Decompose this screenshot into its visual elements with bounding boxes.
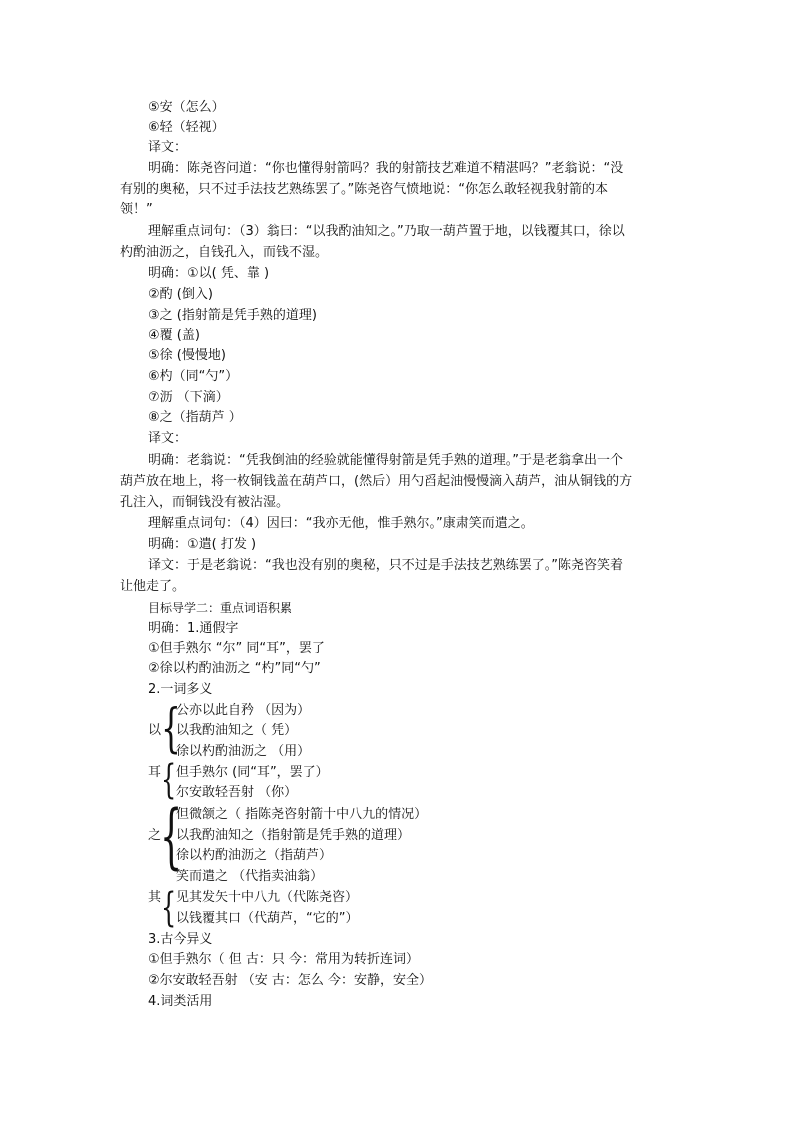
polysemy-item: 但手熟尔 (同“耳”，罢了） [176, 765, 329, 780]
polysemy-char: 耳 [148, 765, 162, 780]
text-line: ②徐以杓酌油沥之 “杓”同“勺” [148, 661, 321, 676]
text-line: 译文：于是老翁说：“我也没有别的奥秘，只不过是手法技艺熟练罢了。”陈尧咨笑着 [148, 558, 623, 573]
polysemy-item: 笑而遣之 （代指卖油翁） [176, 869, 324, 884]
text-line: ②尔安敢轻吾射 （安 古：怎么 今：安静，安全） [148, 973, 433, 988]
text-line: 4.词类活用 [148, 994, 213, 1009]
polysemy-item: 尔安敢轻吾射 （你） [176, 785, 298, 800]
text-line: ②酌 (倒入) [148, 287, 213, 302]
polysemy-item: 以钱覆其口（代葫芦，“它的”） [176, 911, 359, 926]
text-line: 明确：陈尧咨问道：“你也懂得射箭吗？我的射箭技艺难道不精湛吗？”老翁说：“没 [148, 161, 624, 176]
polysemy-item: 以我酌油知之（ 凭） [176, 723, 298, 738]
text-line: 明确：①以( 凭、靠 ) [148, 266, 270, 281]
polysemy-item: 以我酌油知之（指射箭是凭手熟的道理） [176, 828, 411, 843]
text-line: 葫芦放在地上，将一枚铜钱盖在葫芦口，(然后）用勺舀起油慢慢滴入葫芦，油从铜钱的方 [120, 474, 633, 489]
text-line: ⑧之（指葫芦 ） [148, 410, 242, 425]
text-line: 2.一词多义 [148, 682, 213, 697]
polysemy-char: 以 [148, 723, 162, 738]
text-line: 理解重点词句：（3）翁曰：“以我酌油知之。”乃取一葫芦置于地，以钱覆其口，徐以 [148, 224, 625, 239]
polysemy-item: 徐以杓酌油沥之 （用） [176, 744, 311, 759]
text-line: ⑥轻（轻视） [148, 120, 225, 135]
text-line: 孔注入，而铜钱没有被沾湿。 [120, 495, 290, 510]
brace-symbol: { [161, 757, 177, 803]
text-line: ①但手熟尔（ 但 古：只 今：常用为转折连词） [148, 952, 420, 967]
text-line: ⑦沥 （下滴） [148, 390, 229, 405]
polysemy-char: 其 [148, 890, 162, 905]
text-line: ⑤徐 (慢慢地) [148, 348, 226, 363]
text-line: 让他走了。 [120, 579, 186, 594]
text-line: 明确：老翁说：“凭我倒油的经验就能懂得射箭是凭手熟的道理。”于是老翁拿出一个 [148, 453, 623, 468]
text-line: 杓酌油沥之，自钱孔入，而钱不湿。 [120, 245, 329, 260]
brace-symbol: { [161, 699, 181, 759]
text-line: ④覆 (盖) [148, 328, 200, 343]
text-line: 有别的奥秘，只不过手法技艺熟练罢了。”陈尧咨气愤地说：“你怎么敢轻视我射箭的本 [120, 182, 608, 197]
section-heading: 目标导学二：重点词语积累 [148, 601, 293, 615]
text-line: 译文： [148, 431, 188, 446]
brace-symbol: { [160, 795, 183, 877]
text-line: ③之 (指射箭是凭手熟的道理) [148, 308, 317, 323]
text-line: 明确：①遣( 打发 ) [148, 537, 257, 552]
polysemy-item: 公亦以此自矜 （因为） [176, 703, 311, 718]
text-line: ⑥杓（同“勺”） [148, 369, 239, 384]
text-line: 3.古今异义 [148, 932, 213, 947]
text-line: 领！” [120, 202, 153, 217]
polysemy-char: 之 [148, 828, 162, 843]
brace-symbol: { [161, 885, 177, 931]
polysemy-item: 但微颔之（ 指陈尧咨射箭十中八九的情况） [176, 807, 428, 822]
text-line: ⑤安（怎么） [148, 100, 225, 115]
text-line: 明确：1.通假字 [148, 621, 239, 636]
polysemy-item: 见其发矢十中八九（代陈尧咨） [176, 890, 359, 905]
text-line: 理解重点词句：（4）因曰：“我亦无他，惟手熟尔。”康肃笑而遣之。 [148, 516, 534, 531]
text-line: ①但手熟尔 “尔” 同“耳”，罢了 [148, 641, 325, 656]
text-line: 译文： [148, 140, 188, 155]
polysemy-item: 徐以杓酌油沥之（指葫芦） [176, 848, 333, 863]
